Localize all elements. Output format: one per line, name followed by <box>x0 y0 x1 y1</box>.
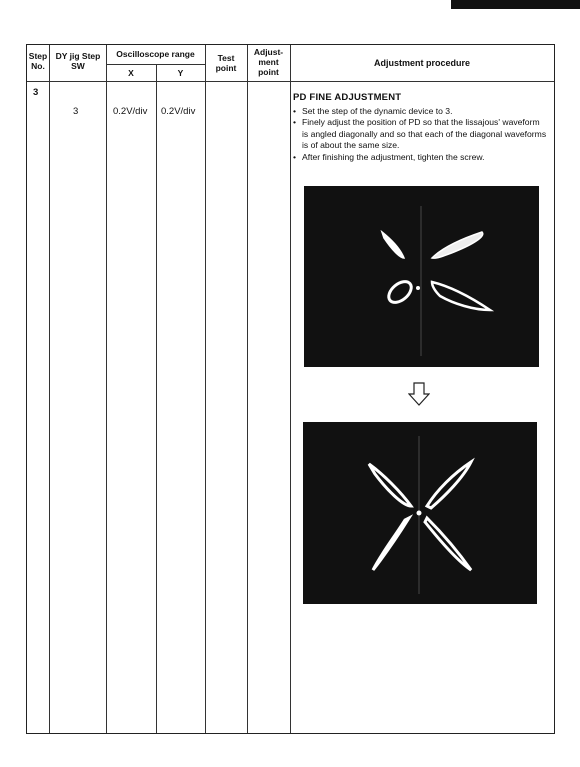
adjustment-procedure <box>293 92 548 163</box>
header-dy-jig: DY jig Step SW <box>55 51 101 71</box>
procedure-bullet: • Finely adjust the position of PD so that the lissajous' waveform is angled diagonally and so that each of the diagonal waveforms is of about the same size. <box>293 117 548 152</box>
oscilloscope-photo-after <box>303 422 537 604</box>
lissajous-waveform-after <box>303 422 537 604</box>
header-adjustment-point: Adjust- ment point <box>253 47 284 77</box>
col-divider <box>49 45 50 733</box>
procedure-title: PD FINE ADJUSTMENT <box>293 92 402 103</box>
arrow-down-icon <box>408 381 430 407</box>
col-divider <box>205 45 206 733</box>
header-y: Y <box>177 68 184 78</box>
header-step-no: Step No. <box>28 51 48 71</box>
header-divider <box>27 81 554 82</box>
top-black-bar <box>451 0 580 9</box>
step-sw-value: 3 <box>73 106 79 117</box>
step-number: 3 <box>33 87 39 98</box>
header-osc-range: Oscilloscope range <box>116 49 195 59</box>
col-divider <box>247 45 248 733</box>
y-range-value: 0.2V/div <box>161 106 196 117</box>
header-test-point: Test point <box>215 53 237 73</box>
procedure-bullet: • Set the step of the dynamic device to 3. <box>293 106 548 118</box>
col-divider <box>290 45 291 733</box>
x-range-value: 0.2V/div <box>113 106 148 117</box>
row-divider <box>106 64 205 65</box>
lissajous-waveform-before <box>304 186 539 367</box>
oscilloscope-photo-before <box>304 186 539 367</box>
col-divider <box>106 45 107 733</box>
header-procedure: Adjustment procedure <box>373 58 470 68</box>
adjustment-table <box>26 44 555 734</box>
header-x: X <box>128 68 134 78</box>
col-divider <box>156 64 157 733</box>
procedure-bullet: • After finishing the adjustment, tighten the screw. <box>293 152 548 164</box>
